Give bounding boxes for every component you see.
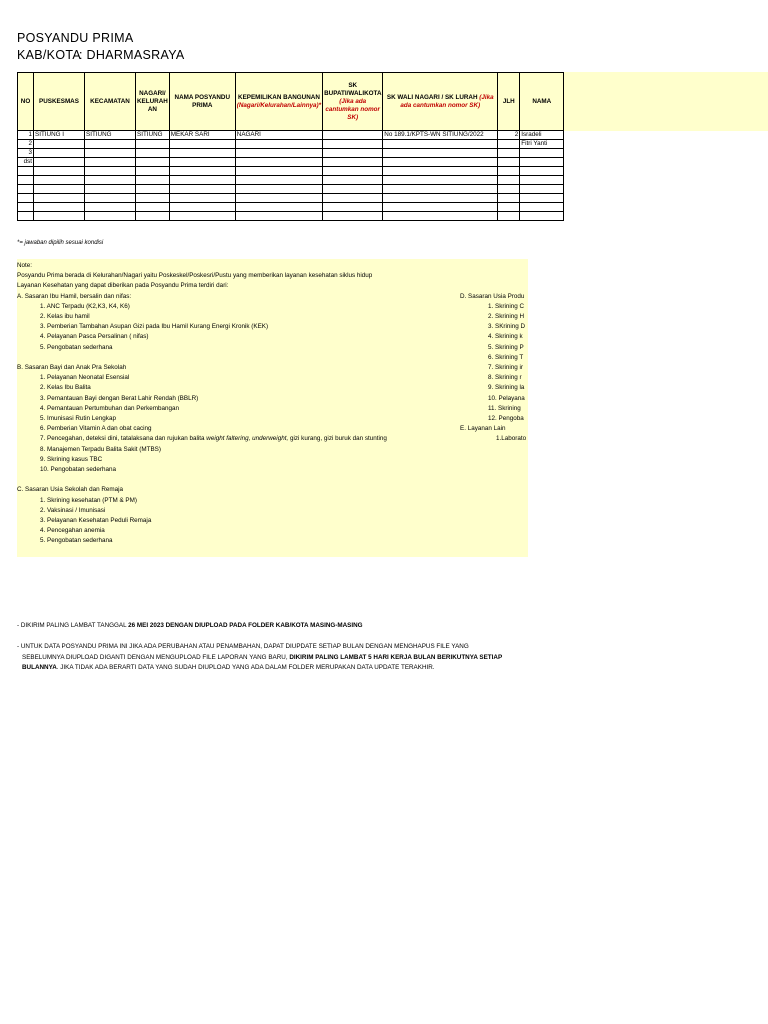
cell-kecamatan[interactable] — [85, 176, 136, 185]
cell-no[interactable]: 3 — [18, 149, 34, 158]
list-item: 5. Skrining P — [488, 343, 524, 351]
cell-kepemilikan[interactable] — [235, 212, 322, 221]
cell-nama-posyandu[interactable] — [169, 158, 235, 167]
cell-sk-wali[interactable]: No 189.1/KPTS-WN SITIUNG/2022 — [383, 131, 498, 140]
cell-nama[interactable] — [520, 203, 564, 212]
deadline-line-1: - DIKIRIM PALING LAMBAT TANGGAL 26 MEI 2023 DENGAN DIUPLOAD PADA FOLDER KAB/KOTA MASING-MASING — [17, 622, 363, 629]
cell-no[interactable] — [18, 167, 34, 176]
list-item: 10. Pengobatan sederhana — [40, 466, 116, 473]
list-item: 1. Skrining kesehatan (PTM & PM) — [40, 496, 137, 504]
cell-sk-bupati[interactable] — [323, 212, 383, 221]
cell-sk-wali[interactable] — [383, 212, 498, 221]
list-item: 5. Pengobatan sederhana — [40, 343, 113, 351]
kab-kota-line — [17, 48, 185, 62]
notes-heading: Note: — [17, 262, 33, 269]
cell-nama-posyandu[interactable]: MEKAR SARI — [169, 131, 235, 140]
list-item: 2. Vaksinasi / Imunisasi — [40, 506, 106, 514]
list-item: 1.Laborato — [496, 435, 527, 443]
list-item: 1. Skrining C — [488, 302, 525, 310]
list-item: 9. Skrining la — [488, 384, 525, 392]
cell-sk-wali[interactable] — [383, 194, 498, 203]
notes-right-panel — [458, 259, 528, 557]
cell-no[interactable] — [18, 203, 34, 212]
cell-sk-wali[interactable] — [383, 167, 498, 176]
cell-nama-posyandu[interactable] — [169, 176, 235, 185]
kab-kota-value: : DHARMASRAYA — [79, 48, 185, 62]
table-row — [18, 158, 564, 167]
list-item: 2. Kelas Ibu Balita — [40, 384, 91, 392]
cell-nagari[interactable]: SITIUNG — [136, 131, 170, 140]
cell-puskesmas[interactable] — [34, 158, 85, 167]
cell-jlh[interactable] — [498, 149, 520, 158]
list-item: 5. Imunisasi Rutin Lengkap — [40, 415, 116, 422]
list-item: 4. Skrining k — [488, 333, 523, 341]
cell-nama[interactable] — [520, 176, 564, 185]
cell-nama-posyandu[interactable] — [169, 185, 235, 194]
notes-panel — [17, 259, 527, 557]
table-row — [18, 212, 564, 221]
cell-puskesmas[interactable] — [34, 149, 85, 158]
cell-sk-wali[interactable] — [383, 203, 498, 212]
cell-nagari[interactable] — [136, 149, 170, 158]
cell-nagari[interactable] — [136, 194, 170, 203]
section-title: D. Sasaran Usia Produ — [460, 292, 525, 300]
cell-jlh[interactable] — [498, 140, 520, 149]
list-item: 3. Pemantauan Bayi dengan Berat Lahir Rendah (BBLR) — [40, 394, 199, 402]
col-nagari: NAGARI/ KELURAH AN — [136, 73, 170, 131]
list-item: 10. Pelayana — [488, 394, 525, 402]
col-no: NO — [18, 73, 34, 131]
cell-sk-wali[interactable] — [383, 185, 498, 194]
cell-nama-posyandu[interactable] — [169, 140, 235, 149]
list-item: 2. Kelas ibu hamil — [40, 313, 90, 320]
deadline-line-3: SEBELUMNYA DIUPLOAD DIGANTI DENGAN MENGUPLOAD FILE LAPORAN YANG BARU, DIKIRIM PALING LAMBAT 5 HARI KERJA BULAN BERIKUTNYA SETIAP — [22, 654, 503, 661]
cell-puskesmas[interactable] — [34, 194, 85, 203]
list-item: 3. SKrining D — [488, 323, 526, 331]
cell-sk-bupati[interactable] — [323, 203, 383, 212]
footnote: *= jawaban dipilih sesuai kondisi — [17, 240, 104, 246]
cell-kecamatan[interactable] — [85, 203, 136, 212]
cell-sk-bupati[interactable] — [323, 194, 383, 203]
section-title: C. Sasaran Usia Sekolah dan Remaja — [17, 486, 124, 494]
cell-no[interactable] — [18, 212, 34, 221]
list-item: 2. Skrining H — [488, 313, 525, 320]
cell-sk-bupati[interactable] — [323, 131, 383, 140]
cell-kepemilikan[interactable] — [235, 203, 322, 212]
cell-nama[interactable] — [520, 212, 564, 221]
cell-kepemilikan[interactable] — [235, 167, 322, 176]
kab-kota-label: KAB/KOTA — [17, 48, 81, 62]
section-title: A. Sasaran Ibu Hamil, bersalin dan nifas: — [17, 292, 132, 300]
list-item: 1. Pelayanan Neonatal Esensial — [40, 374, 130, 382]
col-jlh: JLH — [498, 73, 520, 131]
list-item: 9. Skrining kasus TBC — [40, 455, 103, 463]
cell-puskesmas[interactable] — [34, 185, 85, 194]
cell-sk-bupati[interactable] — [323, 140, 383, 149]
list-item: 11. Skrining — [488, 404, 521, 412]
cell-nama[interactable]: Isradeli — [520, 131, 564, 140]
cell-puskesmas[interactable] — [34, 140, 85, 149]
cell-nagari[interactable] — [136, 203, 170, 212]
cell-sk-wali[interactable] — [383, 149, 498, 158]
cell-puskesmas[interactable] — [34, 176, 85, 185]
list-item: 7. Skrining ir — [488, 364, 523, 371]
cell-nama-posyandu[interactable] — [169, 194, 235, 203]
cell-no[interactable]: 2 — [18, 140, 34, 149]
col-sk-bupati: SK BUPATI/WALIKOTA (Jika ada cantumkan nomor SK) — [323, 73, 383, 131]
table-row — [18, 185, 564, 194]
cell-kecamatan[interactable] — [85, 212, 136, 221]
cell-puskesmas[interactable] — [34, 212, 85, 221]
col-puskesmas: PUSKESMAS — [34, 73, 85, 131]
col-sk-wali: SK WALI NAGARI / SK LURAH (Jika ada cantumkan nomor SK) — [383, 73, 498, 131]
cell-kecamatan[interactable] — [85, 140, 136, 149]
col-kecamatan: KECAMATAN — [85, 73, 136, 131]
cell-jlh[interactable] — [498, 185, 520, 194]
cell-kepemilikan[interactable] — [235, 149, 322, 158]
table-header-row — [18, 73, 564, 131]
posyandu-table — [17, 72, 564, 221]
cell-kepemilikan[interactable]: NAGARI — [235, 131, 322, 140]
cell-nama-posyandu[interactable] — [169, 212, 235, 221]
section-title: B. Sasaran Bayi dan Anak Pra Sekolah — [17, 364, 127, 371]
cell-sk-bupati[interactable] — [323, 149, 383, 158]
cell-kecamatan[interactable] — [85, 167, 136, 176]
table-row — [18, 149, 564, 158]
list-item: 3. Pelayanan Kesehatan Peduli Remaja — [40, 517, 152, 524]
table-row — [18, 131, 564, 140]
list-item: 4. Pencegahan anemia — [40, 527, 105, 535]
list-item: 1. ANC Terpadu (K2,K3, K4, K6) — [40, 302, 130, 310]
cell-nama-posyandu[interactable] — [169, 203, 235, 212]
cell-kecamatan[interactable] — [85, 185, 136, 194]
deadline-line-4: BULANNYA. JIKA TIDAK ADA BERARTI DATA YANG SUDAH DIUPLOAD YANG ADA DALAM FOLDER MERUPAKAN DATA UPDATE TERAKHIR. — [22, 664, 435, 671]
cell-jlh[interactable] — [498, 203, 520, 212]
cell-jlh[interactable] — [498, 167, 520, 176]
table-row — [18, 203, 564, 212]
list-item: 8. Manajemen Terpadu Balita Sakit (MTBS) — [40, 445, 161, 453]
cell-puskesmas[interactable] — [34, 203, 85, 212]
cell-sk-bupati[interactable] — [323, 185, 383, 194]
cell-jlh[interactable] — [498, 158, 520, 167]
list-item: 4. Pelayanan Pasca Persalinan ( nifas) — [40, 333, 149, 341]
cell-nama[interactable]: Fitri Yanti — [520, 140, 564, 149]
list-item: 5. Pengobatan sederhana — [40, 537, 113, 545]
table-row — [18, 140, 564, 149]
cell-puskesmas[interactable]: SITIUNG I — [34, 131, 85, 140]
cell-sk-wali[interactable] — [383, 176, 498, 185]
cell-nama[interactable] — [520, 167, 564, 176]
section-title: E. Layanan Lain — [460, 425, 506, 433]
cell-nama[interactable] — [520, 158, 564, 167]
cell-no[interactable] — [18, 185, 34, 194]
cell-nagari[interactable] — [136, 212, 170, 221]
cell-kecamatan[interactable] — [85, 149, 136, 158]
cell-jlh[interactable] — [498, 194, 520, 203]
deadline-line-2: - UNTUK DATA POSYANDU PRIMA INI JIKA ADA PERUBAHAN ATAU PENAMBAHAN, DAPAT DIUPDATE SETIAP BULAN DENGAN MENGHAPUS FILE YANG — [17, 643, 469, 650]
cell-nagari[interactable] — [136, 158, 170, 167]
cell-nagari[interactable] — [136, 167, 170, 176]
col-kepemilikan: KEPEMILIKAN BANGUNAN (Nagari/Kelurahan/Lainnya)* — [235, 73, 322, 131]
list-item: 3. Pemberian Tambahan Asupan Gizi pada Ibu Hamil Kurang Energi Kronik (KEK) — [40, 323, 269, 331]
cell-sk-bupati[interactable] — [323, 176, 383, 185]
cell-no[interactable] — [18, 176, 34, 185]
cell-kepemilikan[interactable] — [235, 194, 322, 203]
cell-jlh[interactable] — [498, 212, 520, 221]
table-row — [18, 176, 564, 185]
col-nama-posyandu: NAMA POSYANDU PRIMA — [169, 73, 235, 131]
cell-sk-bupati[interactable] — [323, 167, 383, 176]
col-nama: NAMA — [520, 73, 564, 131]
cell-sk-wali[interactable] — [383, 140, 498, 149]
cell-jlh[interactable] — [498, 176, 520, 185]
list-item: 6. Pemberian Vitamin A dan obat cacing — [40, 425, 152, 433]
list-item: 7. Pencegahan, deteksi dini, tatalaksana dan rujukan balita weight faltering, underweight, gizi kurang, gizi buruk dan stunting — [40, 435, 387, 443]
cell-no[interactable]: dst — [18, 158, 34, 167]
cell-kecamatan[interactable]: SITIUNG — [85, 131, 136, 140]
cell-kepemilikan[interactable] — [235, 140, 322, 149]
notes-intro: Posyandu Prima berada di Kelurahan/Nagari yaitu Poskeskel/Poskesri/Pustu yang memberikan layanan kesehatan siklus hidup — [17, 272, 373, 280]
cell-puskesmas[interactable] — [34, 167, 85, 176]
list-item: 6. Skrining T — [488, 353, 524, 361]
cell-nama-posyandu[interactable] — [169, 149, 235, 158]
list-item: 12. Pengoba — [488, 415, 524, 422]
cell-jlh[interactable]: 2 — [498, 131, 520, 140]
list-item: 4. Pemantauan Pertumbuhan dan Perkembangan — [40, 404, 179, 412]
notes-intro: Layanan Kesehatan yang dapat diberikan pada Posyandu Prima terdiri dari: — [17, 282, 229, 290]
cell-nama-posyandu[interactable] — [169, 167, 235, 176]
cell-nagari[interactable] — [136, 185, 170, 194]
cell-kecamatan[interactable] — [85, 158, 136, 167]
cell-kepemilikan[interactable] — [235, 176, 322, 185]
cell-nama[interactable] — [520, 185, 564, 194]
page-title: POSYANDU PRIMA — [17, 31, 134, 45]
table-row — [18, 167, 564, 176]
cell-kepemilikan[interactable] — [235, 185, 322, 194]
list-item: 8. Skrining r — [488, 374, 522, 382]
cell-nama[interactable] — [520, 149, 564, 158]
cell-sk-bupati[interactable] — [323, 158, 383, 167]
cell-kecamatan[interactable] — [85, 194, 136, 203]
cell-nagari[interactable] — [136, 176, 170, 185]
cell-nama[interactable] — [520, 194, 564, 203]
cell-kepemilikan[interactable] — [235, 158, 322, 167]
cell-nagari[interactable] — [136, 140, 170, 149]
cell-sk-wali[interactable] — [383, 158, 498, 167]
table-row — [18, 194, 564, 203]
cell-no[interactable] — [18, 194, 34, 203]
cell-no[interactable]: 1 — [18, 131, 34, 140]
